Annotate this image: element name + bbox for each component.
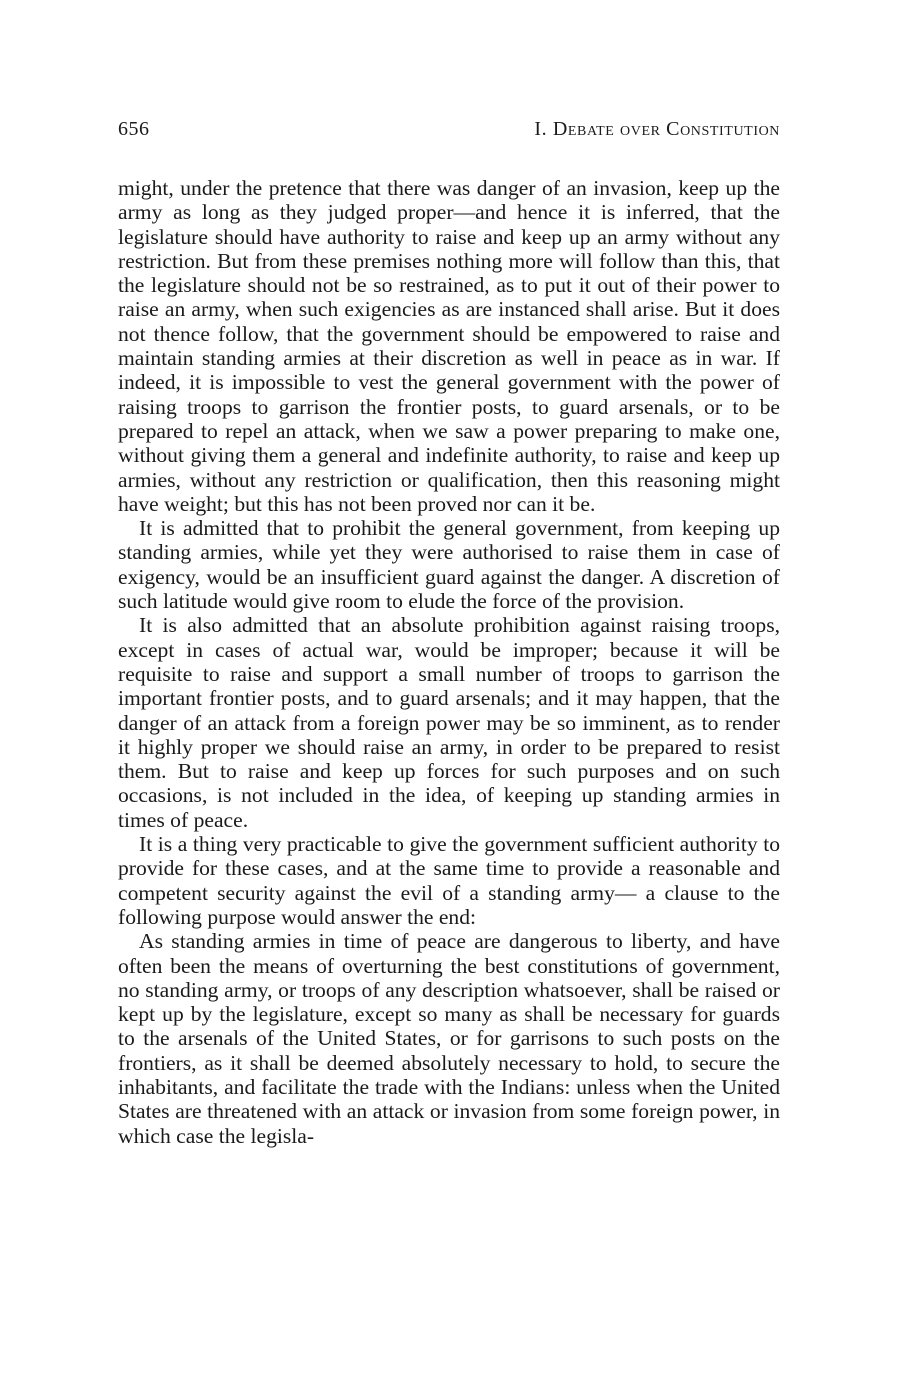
body-text	[118, 176, 780, 1148]
paragraph-4: It is a thing very practicable to give the government sufficient authority to provide for these cases, and at the same time to provide a reasonable and competent security against the evil of a standing army— a clause to the following purpose would answer the end:	[118, 832, 780, 929]
paragraph-5: As standing armies in time of peace are dangerous to liberty, and have often been the means of overturning the best constitutions of government, no standing army, or troops of any description whatsoever, shall be raised or kept up by the legislature, except so many as shall be necessary for guards to the arsenals of the United States, or for garrisons to such posts on the frontiers, as it shall be deemed absolutely necessary to hold, to secure the inhabitants, and facilitate the trade with the Indians: unless when the United States are threatened with an attack or invasion from some foreign power, in which case the legisla-	[118, 929, 780, 1148]
running-title: I. Debate over Constitution	[534, 118, 780, 140]
paragraph-3: It is also admitted that an absolute prohibition against raising troops, except in cases of actual war, would be improper; because it will be requisite to raise and support a small number of troops to garrison the important frontier posts, and to guard arsenals; and it may happen, that the danger of an attack from a foreign power may be so imminent, as to render it highly proper we should raise an army, in order to be prepared to resist them. But to raise and keep up forces for such purposes and on such occasions, is not included in the idea, of keeping up standing armies in times of peace.	[118, 613, 780, 832]
paragraph-2: It is admitted that to prohibit the general government, from keeping up standing armies, while yet they were authorised to raise them in case of exigency, would be an insufficient guard against the danger. A discretion of such latitude would give room to elude the force of the provision.	[118, 516, 780, 614]
running-header	[118, 118, 780, 148]
page-number: 656	[118, 118, 150, 140]
paragraph-1: might, under the pretence that there was danger of an invasion, keep up the army as long as they judged proper—and hence it is inferred, that the legislature should have authority to raise and keep up an army without any restriction. But from these premises nothing more will follow than this, that the legislature should not be so restrained, as to put it out of their power to raise an army, when such exigencies as are instanced shall arise. But it does not thence follow, that the government should be empowered to raise and maintain standing armies at their discretion as well in peace as in war. If indeed, it is impossible to vest the general government with the power of raising troops to garrison the frontier posts, to guard arsenals, or to be prepared to repel an attack, when we saw a power preparing to make one, without giving them a general and indefinite authority, to raise and keep up armies, without any restriction or qualification, then this reasoning might have weight; but this has not been proved nor can it be.	[118, 176, 780, 516]
book-page	[118, 118, 780, 1148]
